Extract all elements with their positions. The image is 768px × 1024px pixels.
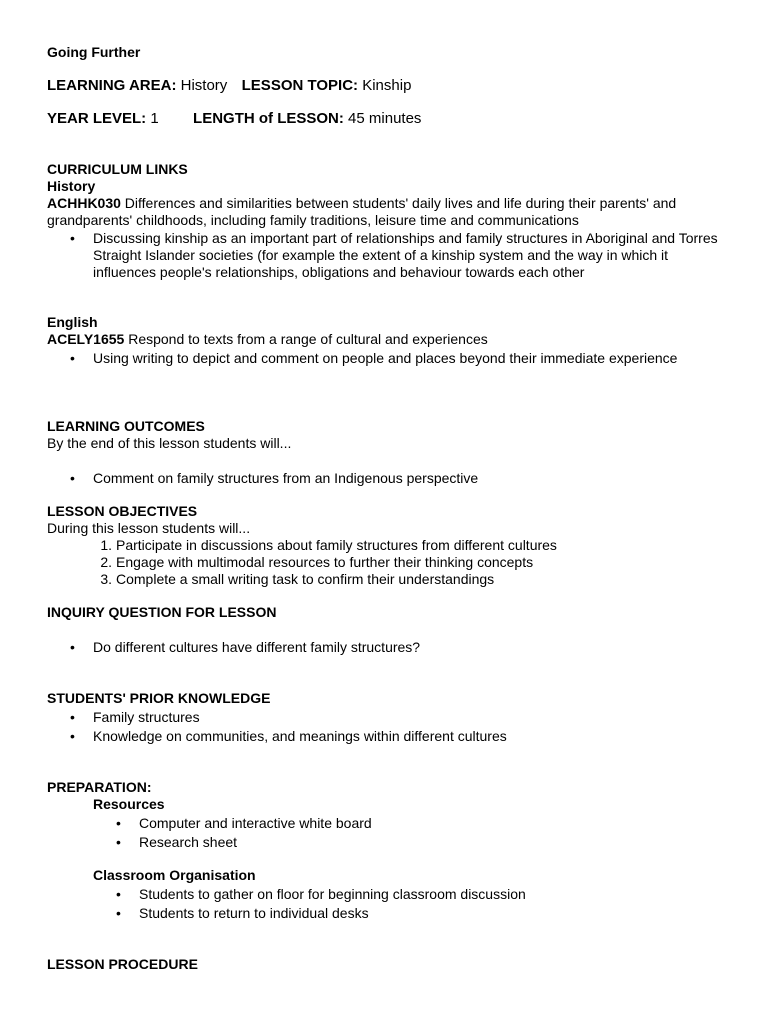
resources-heading: Resources	[93, 796, 165, 812]
prior-heading: STUDENTS' PRIOR KNOWLEDGE	[47, 690, 271, 706]
objectives-heading: LESSON OBJECTIVES	[47, 503, 198, 519]
list-item: • Do different cultures have different family structures?	[70, 639, 421, 655]
english-text: Respond to texts from a range of cultural and experiences	[124, 331, 488, 347]
lesson-topic-value: Kinship	[362, 77, 412, 94]
doc-title: Going Further	[47, 44, 141, 60]
curriculum-heading: CURRICULUM LINKS	[47, 161, 188, 177]
objectives-intro: During this lesson students will...	[47, 520, 251, 536]
list-item: • Knowledge on communities, and meanings within different cultures	[70, 728, 507, 744]
english-code: ACELY1655	[47, 331, 125, 347]
resources-list	[93, 815, 728, 851]
history-bullet-list	[47, 230, 728, 281]
meta-row-area	[47, 77, 728, 95]
inquiry-heading: INQUIRY QUESTION FOR LESSON	[47, 604, 277, 620]
objectives-list	[47, 537, 728, 588]
prior-list	[47, 709, 728, 745]
inquiry-list	[47, 639, 728, 656]
list-item: • Computer and interactive white board	[116, 815, 372, 831]
history-text: Differences and similarities between students' daily lives and life during their parents' and grandparents' childhoods, including family traditions, leisure time and communications	[47, 195, 677, 228]
outcomes-heading: LEARNING OUTCOMES	[47, 418, 205, 434]
list-item: 1. Participate in discussions about family structures from different cultures	[100, 537, 557, 553]
length-value: 45 minutes	[348, 110, 422, 127]
year-level-value: 1	[150, 110, 159, 127]
outcomes-intro: By the end of this lesson students will...	[47, 435, 292, 451]
english-bullet-list	[47, 350, 728, 367]
preparation-heading: PREPARATION:	[47, 779, 152, 795]
history-paragraph	[47, 195, 728, 229]
length-label: LENGTH of LESSON:	[193, 110, 344, 127]
list-item: 2. Engage with multimodal resources to further their thinking concepts	[100, 554, 534, 570]
list-item: • Students to gather on floor for beginning classroom discussion	[116, 886, 526, 902]
history-code: ACHHK030	[47, 195, 121, 211]
procedure-heading: LESSON PROCEDURE	[47, 956, 198, 972]
history-heading: History	[47, 178, 96, 194]
meta-row-year	[47, 110, 728, 128]
list-item: • Discussing kinship as an important part of relationships and family structures in Aboriginal and Torres Straight Islander societies (for example the extent of a kinship system and the way in which it influences people's relationships, obligations and behaviour towards each other	[70, 230, 718, 280]
learning-area-label: LEARNING AREA:	[47, 77, 177, 94]
learning-area-value: History	[180, 77, 228, 94]
list-item: 3. Complete a small writing task to confirm their understandings	[100, 571, 495, 587]
classroom-list	[93, 886, 728, 922]
list-item: • Students to return to individual desks	[116, 905, 369, 921]
english-paragraph	[47, 331, 728, 348]
english-heading: English	[47, 314, 98, 330]
outcomes-list	[47, 470, 728, 487]
list-item: • Family structures	[70, 709, 200, 725]
list-item: • Using writing to depict and comment on people and places beyond their immediate experience	[70, 350, 678, 366]
list-item: • Research sheet	[116, 834, 238, 850]
year-level-label: YEAR LEVEL:	[47, 110, 147, 127]
lesson-topic-label: LESSON TOPIC:	[241, 77, 359, 94]
classroom-heading: Classroom Organisation	[93, 867, 256, 883]
list-item: • Comment on family structures from an Indigenous perspective	[70, 470, 479, 486]
